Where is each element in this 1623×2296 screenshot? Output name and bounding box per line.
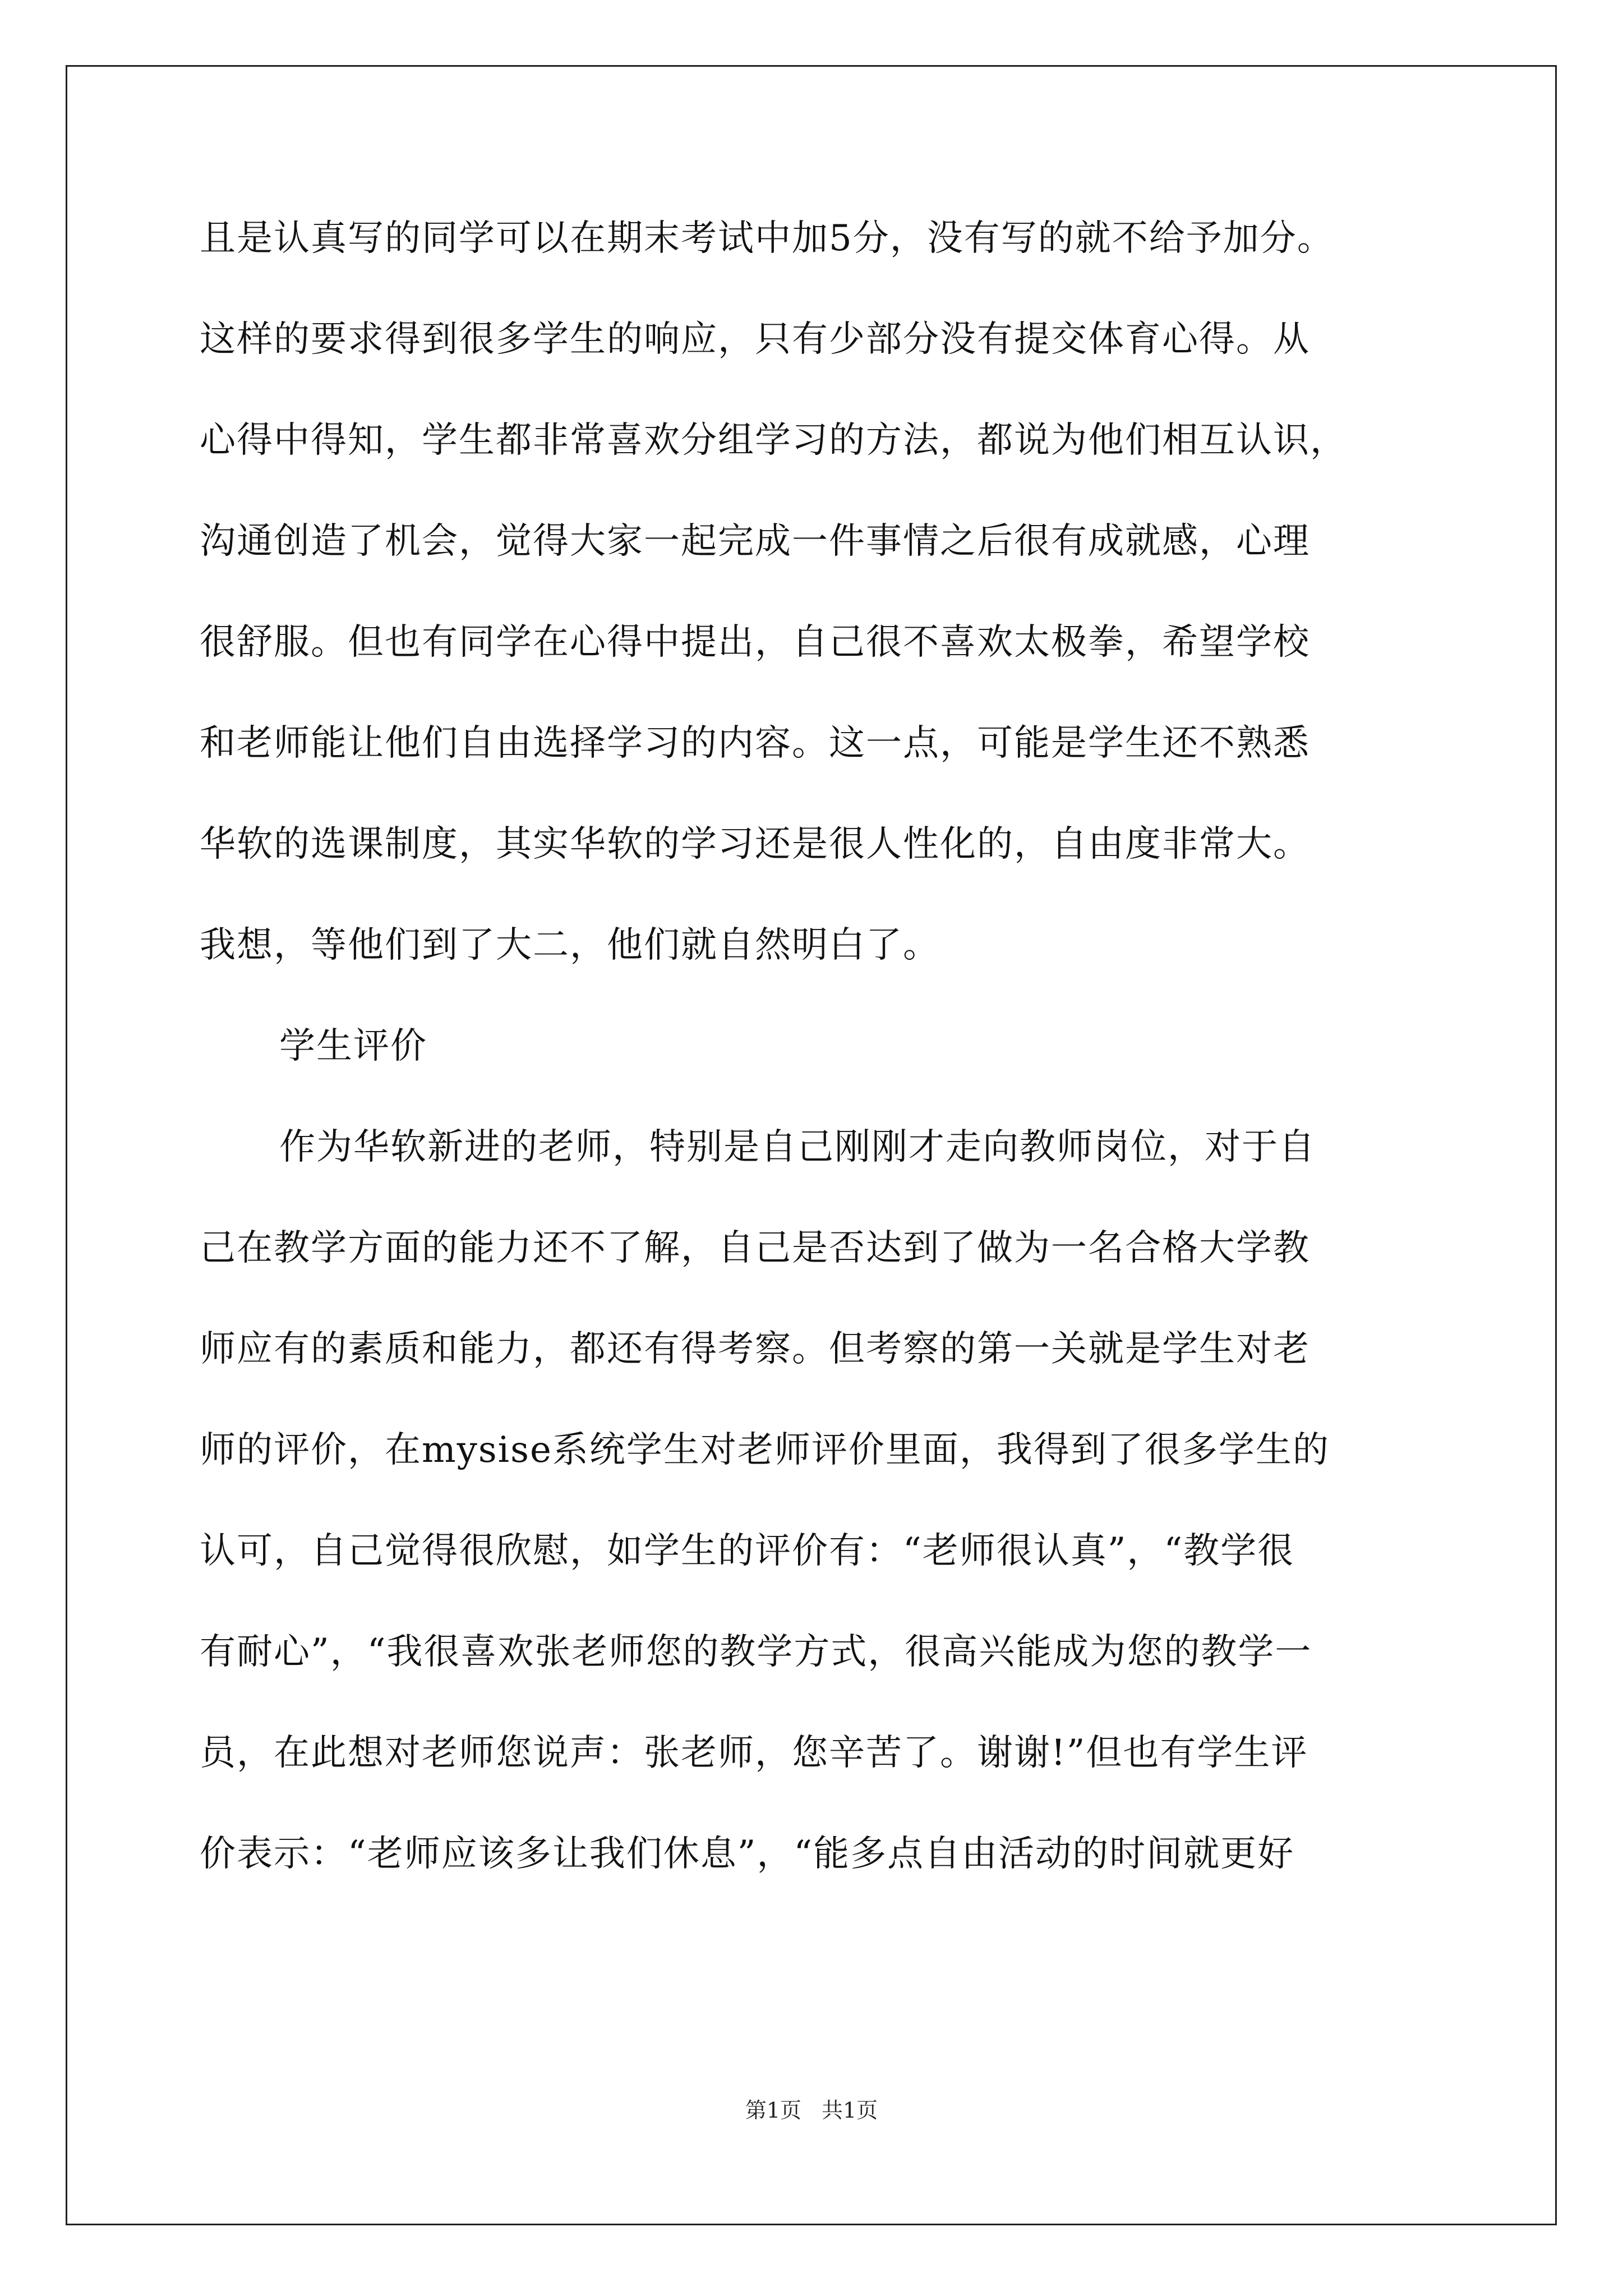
text-line: 师的评价，在mysise系统学生对老师评价里面，我得到了很多学生的 [200,1429,1330,1471]
text-line: 价表示：“老师应该多让我们休息”，“能多点自由活动的时间就更好 [200,1833,1295,1875]
text-line: 沟通创造了机会，觉得大家一起完成一件事情之后很有成就感，心理 [200,521,1310,562]
text-line: 心得中得知，学生都非常喜欢分组学习的方法，都说为他们相互认识， [200,420,1347,461]
text-line: 很舒服。但也有同学在心得中提出，自己很不喜欢太极拳，希望学校 [200,622,1310,663]
text-line: 员，在此想对老师您说声：张老师，您辛苦了。谢谢!”但也有学生评 [200,1732,1308,1774]
text-line: 我想，等他们到了大二，他们就自然明白了。 [200,924,940,966]
text-line: 有耐心”，“我很喜欢张老师您的教学方式，很高兴能成为您的教学一 [200,1631,1312,1673]
text-line: 和老师能让他们自由选择学习的内容。这一点，可能是学生还不熟悉 [200,723,1310,764]
text-line: 这样的要求得到很多学生的响应，只有少部分没有提交体育心得。从 [200,319,1310,360]
text-line: 作为华软新进的老师，特别是自己刚刚才走向教师岗位，对于自 [279,1126,1316,1168]
page-number: 第1页 [745,2098,801,2123]
text-line: 且是认真写的同学可以在期末考试中加5分，没有写的就不给予加分。 [200,218,1334,259]
text-line: 认可，自己觉得很欣慰，如学生的评价有：“老师很认真”，“教学很 [200,1530,1295,1572]
page-total: 共1页 [822,2098,878,2123]
text-line: 己在教学方面的能力还不了解，自己是否达到了做为一名合格大学教 [200,1227,1310,1269]
text-line: 华软的选课制度，其实华软的学习还是很人性化的，自由度非常大。 [200,823,1310,865]
page-footer [0,2096,1623,2124]
section-heading: 学生评价 [279,1025,427,1067]
text-line: 师应有的素质和能力，都还有得考察。但考察的第一关就是学生对老 [200,1328,1310,1370]
